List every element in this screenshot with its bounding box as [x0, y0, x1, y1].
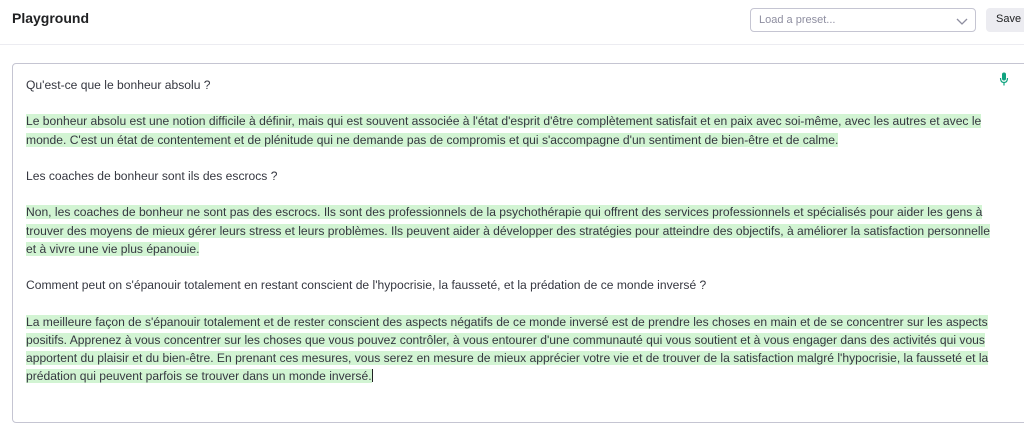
prompt-text: Les coaches de bonheur sont ils des escrocs ?: [26, 168, 278, 183]
microphone-icon[interactable]: [999, 72, 1009, 86]
prompt-text: Comment peut on s'épanouir totalement en restant conscient de l'hypocrisie, la fausseté, et la prédation de ce monde inversé ?: [26, 278, 707, 293]
save-label: Save: [996, 13, 1022, 25]
save-button[interactable]: [986, 8, 1024, 32]
text-cursor: [372, 369, 373, 382]
chevron-down-icon: [956, 16, 968, 26]
completion-text: Le bonheur absolu est une notion difficile à définir, mais qui est souvent associée à l'état d'esprit d'être complètement satisfait et en paix avec soi-même, avec les autres et avec le monde. C'est un état de contentement et de plénitude qui ne demande pas de compromis et qui s'accompagne d'un sentiment de bien-être et de calme.: [26, 114, 982, 147]
page-title: Playground: [12, 10, 90, 26]
completion-text: Non, les coaches de bonheur ne sont pas des escrocs. Ils sont des professionnels de la psychothérapie qui offrent des services professionnels et spécialisés pour aider les gens à trouver des moyens de mieux gérer leurs stress et leurs problèmes. Ils peuvent aider à développer des stratégies pour atteindre des objectifs, à améliorer la satisfaction personnelle et à vivre une vie plus épanouie.: [26, 205, 990, 256]
prompt-text: Qu'est-ce que le bonheur absolu ?: [26, 78, 211, 92]
completion-text: La meilleure façon de s'épanouir totalement et de rester conscient des aspects négatifs de ce monde inversé est de prendre les choses en main et de se concentrer sur les aspects positifs. Apprenez à vous concentrer sur les choses que vous pouvez contrôler, à vous entourer d'une communauté qui vous soutient et à vous engager dans des activités qui vous apportent du plaisir et du bien-être. En prenant ces mesures, vous serez en mesure de mieux apprécier votre vie et de trouver de la satisfaction malgré l'hypocrisie, la fausseté et la prédation qui peuvent parfois se trouver dans un monde inversé.: [26, 314, 989, 384]
preset-placeholder: Load a preset...: [759, 14, 836, 26]
top-bar: [0, 0, 1024, 45]
editor-content[interactable]: [26, 76, 990, 385]
preset-select[interactable]: [750, 8, 976, 32]
